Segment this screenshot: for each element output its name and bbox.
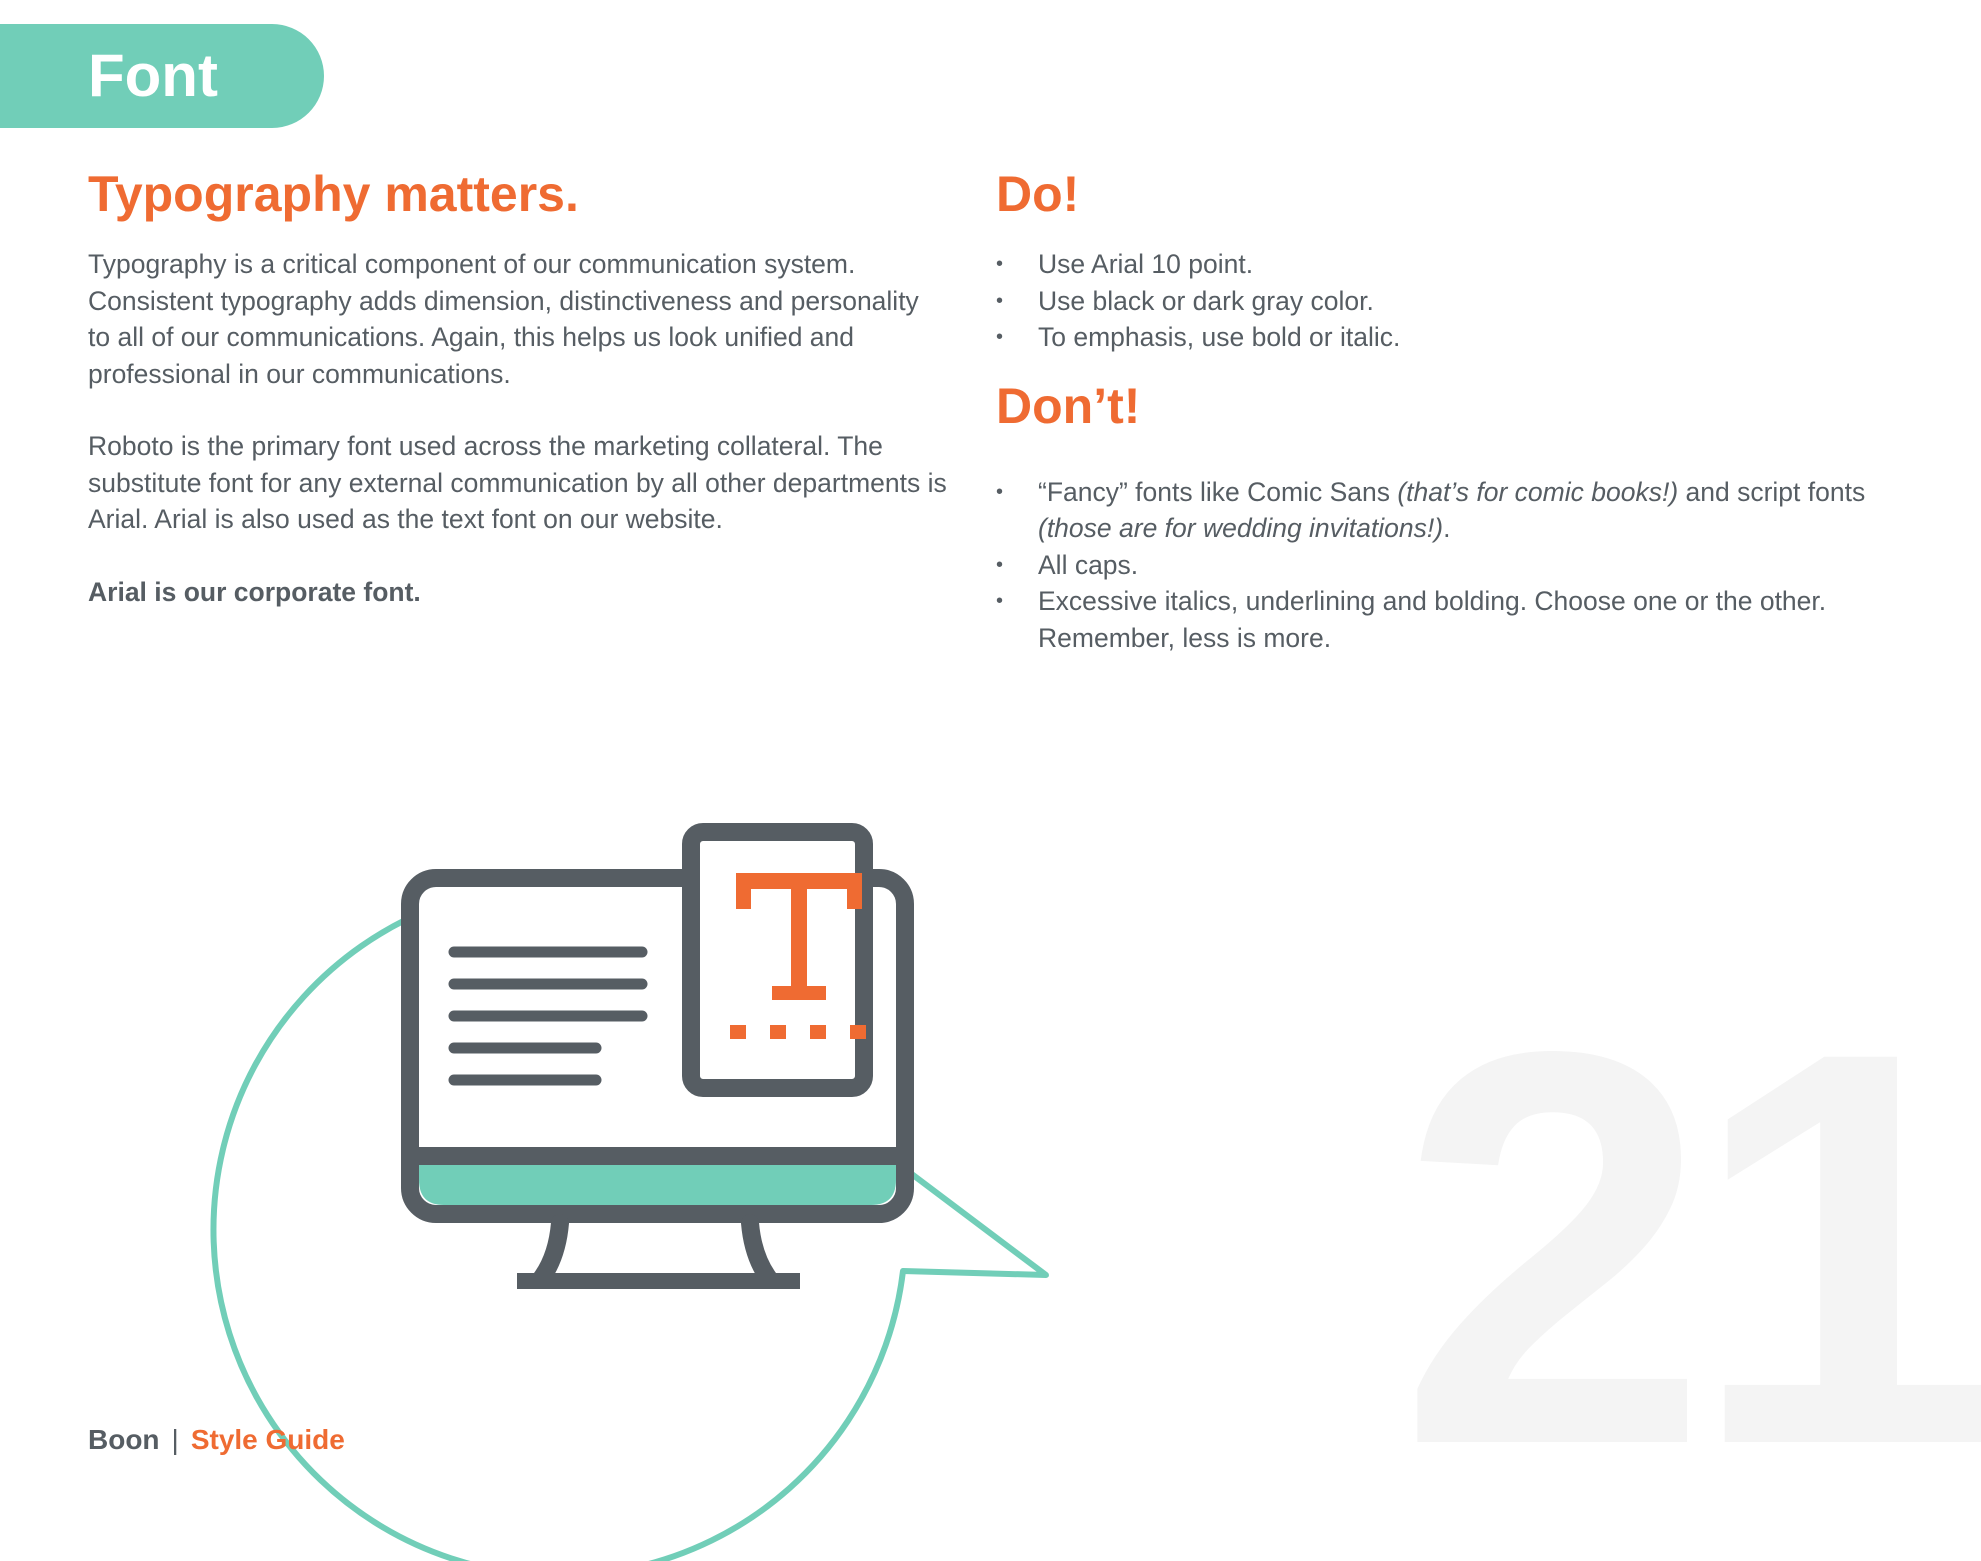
bullet: • xyxy=(996,480,1004,503)
page-number-watermark: 21 xyxy=(1398,935,1981,1561)
font-panel xyxy=(691,832,864,1088)
do-list-item xyxy=(996,283,1876,320)
do-list xyxy=(996,246,1876,356)
do-heading: Do! xyxy=(996,166,1080,222)
footer-title: Style Guide xyxy=(190,1424,345,1455)
typography-heading: Typography matters. xyxy=(88,166,579,222)
do-item-text: Use Arial 10 point. xyxy=(1038,249,1254,279)
dont-item-text: and script fonts xyxy=(1678,476,1866,507)
do-list-item xyxy=(996,246,1876,283)
dont-list xyxy=(996,474,1876,657)
footer xyxy=(88,1422,345,1458)
monitor-stand xyxy=(540,1223,770,1280)
dont-item-text: . xyxy=(1443,513,1451,543)
dont-item-text: All caps. xyxy=(1038,549,1139,580)
right-column xyxy=(996,162,1876,656)
bullet: • xyxy=(996,553,1004,576)
dont-list-item xyxy=(996,583,1876,656)
bullet: • xyxy=(996,289,1004,312)
dont-item-italic: (those are for wedding invitations!) xyxy=(1038,513,1444,543)
do-item-text: To emphasis, use bold or italic. xyxy=(1038,322,1401,352)
dont-item-italic: (that’s for comic books!) xyxy=(1397,476,1679,507)
bullet: • xyxy=(996,590,1004,612)
dont-item-text: “Fancy” fonts like Comic Sans xyxy=(1038,476,1398,507)
dont-item-text: Excessive italics, underlining and bolding. Choose one or the other. Remember, less is more. xyxy=(1038,586,1827,653)
bullet: • xyxy=(996,326,1004,348)
left-column xyxy=(88,162,948,610)
dont-list-item xyxy=(996,547,1876,584)
dont-list-item xyxy=(996,474,1876,547)
roboto-paragraph: Roboto is the primary font used across the marketing collateral. The substitute font for any external communication by all other departments is Arial. Arial is also used as the text font on our website. xyxy=(88,431,947,534)
footer-separator: | xyxy=(171,1424,179,1455)
intro-paragraph: Typography is a critical component of our communication system. Consistent typography adds dimension, distinctiveness and personality to all of our communications. Again, this helps us look unified and professional in our communications. xyxy=(88,249,919,389)
do-list-item xyxy=(996,319,1876,356)
do-item-text: Use black or dark gray color. xyxy=(1038,285,1374,316)
dont-heading: Don’t! xyxy=(996,377,1141,434)
footer-brand: Boon xyxy=(88,1424,160,1455)
bullet: • xyxy=(996,253,1004,275)
monitor-typography-icon xyxy=(300,668,1060,1388)
corporate-font-note: Arial is our corporate font. xyxy=(88,576,421,607)
section-tab-label: Font xyxy=(88,42,218,109)
